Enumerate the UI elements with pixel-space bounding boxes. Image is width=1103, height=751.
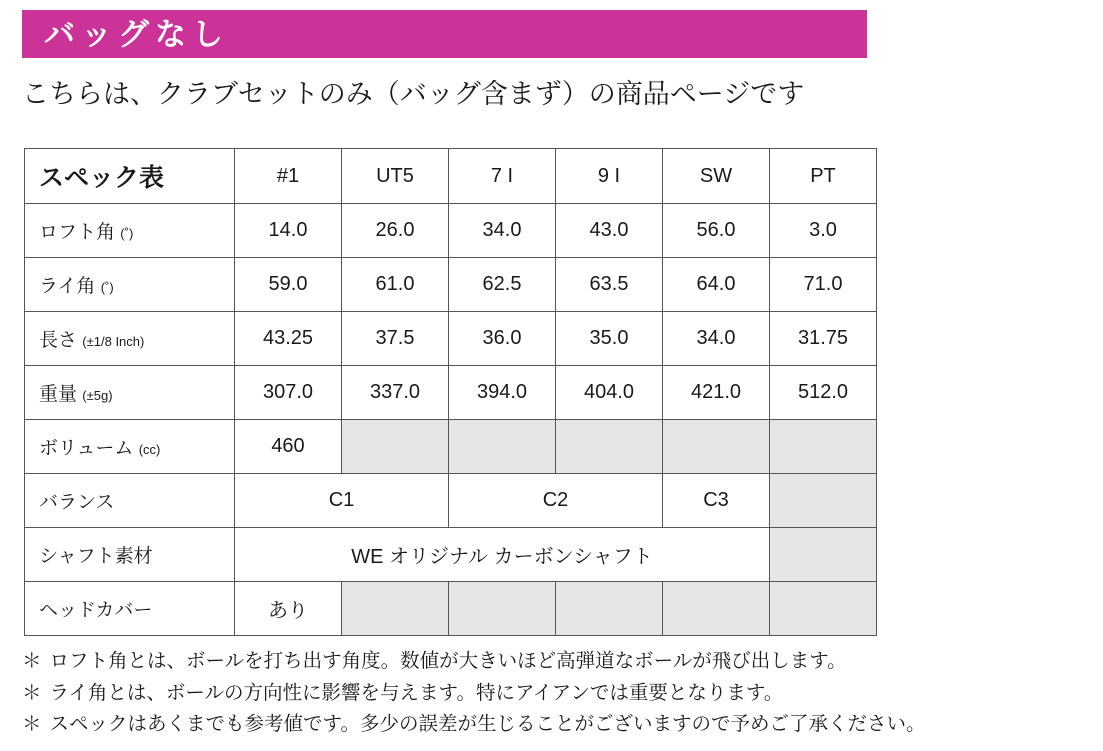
cell-weight-2: 337.0 (342, 366, 449, 420)
cell-weight-5: 421.0 (663, 366, 770, 420)
column-header-1: #1 (235, 149, 342, 204)
row-label-text: ヘッドカバー (39, 600, 153, 621)
cell-balance-a: C1 (235, 474, 449, 528)
row-label-text: ライ角 (39, 276, 96, 297)
note-text: スペックはあくまでも参考値です。多少の誤差が生じることがございますので予めご了承ください。 (49, 713, 926, 736)
cell-volume-1: 460 (235, 420, 342, 474)
cell-headcover-1: あり (235, 582, 342, 636)
column-header-6: PT (770, 149, 877, 204)
table-row (25, 312, 877, 366)
row-label-text: ロフト角 (39, 222, 116, 243)
table-row (25, 528, 877, 582)
row-label-loft (25, 204, 235, 258)
cell-lie-4: 63.5 (556, 258, 663, 312)
notes-block (22, 646, 925, 741)
row-label-text: 長さ (39, 330, 78, 351)
banner-title: バッグなし (44, 16, 229, 52)
column-header-4: 9 I (556, 149, 663, 204)
note-marker: ＊ (22, 681, 42, 704)
cell-lie-5: 64.0 (663, 258, 770, 312)
row-label-unit: (˚) (120, 226, 134, 241)
table-row (25, 582, 877, 636)
row-label-unit: (±5g) (82, 388, 113, 403)
cell-headcover-2 (342, 582, 449, 636)
cell-loft-6: 3.0 (770, 204, 877, 258)
table-row (25, 204, 877, 258)
cell-balance-empty (770, 474, 877, 528)
cell-length-5: 34.0 (663, 312, 770, 366)
row-label-text: 重量 (39, 384, 78, 405)
cell-weight-3: 394.0 (449, 366, 556, 420)
cell-length-2: 37.5 (342, 312, 449, 366)
cell-balance-b: C2 (449, 474, 663, 528)
table-row (25, 366, 877, 420)
row-label-lie (25, 258, 235, 312)
cell-volume-6 (770, 420, 877, 474)
cell-lie-6: 71.0 (770, 258, 877, 312)
note-marker: ＊ (22, 650, 42, 672)
row-label-unit: (cc) (138, 442, 161, 457)
page-subtitle: こちらは、クラブセットのみ（バッグ含まず）の商品ページです (22, 79, 805, 109)
cell-loft-1: 14.0 (235, 204, 342, 258)
cell-loft-4: 43.0 (556, 204, 663, 258)
note-item (22, 709, 925, 741)
cell-lie-1: 59.0 (235, 258, 342, 312)
cell-headcover-6 (770, 582, 877, 636)
cell-lie-3: 62.5 (449, 258, 556, 312)
cell-weight-6: 512.0 (770, 366, 877, 420)
column-header-3: 7 I (449, 149, 556, 204)
cell-volume-2 (342, 420, 449, 474)
banner-no-bag (22, 10, 867, 58)
cell-weight-4: 404.0 (556, 366, 663, 420)
row-label-length (25, 312, 235, 366)
cell-balance-c: C3 (663, 474, 770, 528)
cell-volume-5 (663, 420, 770, 474)
row-label-weight (25, 366, 235, 420)
row-label-text: ボリューム (39, 438, 134, 459)
row-label-volume (25, 420, 235, 474)
cell-length-3: 36.0 (449, 312, 556, 366)
table-row (25, 474, 877, 528)
cell-volume-3 (449, 420, 556, 474)
row-label-unit: (˚) (100, 280, 114, 295)
cell-shaft-material: WE オリジナル カーボンシャフト (235, 528, 770, 582)
cell-headcover-3 (449, 582, 556, 636)
cell-lie-2: 61.0 (342, 258, 449, 312)
table-row (25, 420, 877, 474)
row-label-headcover (25, 582, 235, 636)
note-item (22, 646, 925, 678)
column-header-5: SW (663, 149, 770, 204)
cell-headcover-5 (663, 582, 770, 636)
note-item (22, 678, 925, 710)
row-label-balance (25, 474, 235, 528)
note-text: ロフト角とは、ボールを打ち出す角度。数値が大きいほど高弾道なボールが飛び出します。 (49, 650, 847, 672)
cell-length-4: 35.0 (556, 312, 663, 366)
table-row (25, 258, 877, 312)
row-label-unit: (±1/8 Inch) (82, 334, 145, 349)
cell-weight-1: 307.0 (235, 366, 342, 420)
row-label-text: バランス (39, 492, 115, 513)
cell-loft-5: 56.0 (663, 204, 770, 258)
cell-length-1: 43.25 (235, 312, 342, 366)
cell-headcover-4 (556, 582, 663, 636)
cell-volume-4 (556, 420, 663, 474)
cell-shaft-material-empty (770, 528, 877, 582)
column-header-2: UT5 (342, 149, 449, 204)
row-label-text: シャフト素材 (39, 546, 153, 567)
spec-table-title: スペック表 (25, 149, 235, 204)
note-marker: ＊ (22, 713, 42, 736)
cell-loft-3: 34.0 (449, 204, 556, 258)
cell-loft-2: 26.0 (342, 204, 449, 258)
cell-length-6: 31.75 (770, 312, 877, 366)
note-text: ライ角とは、ボールの方向性に影響を与えます。特にアイアンでは重要となります。 (49, 681, 784, 704)
spec-table (24, 148, 877, 636)
table-header-row (25, 149, 877, 204)
row-label-shaft-material (25, 528, 235, 582)
